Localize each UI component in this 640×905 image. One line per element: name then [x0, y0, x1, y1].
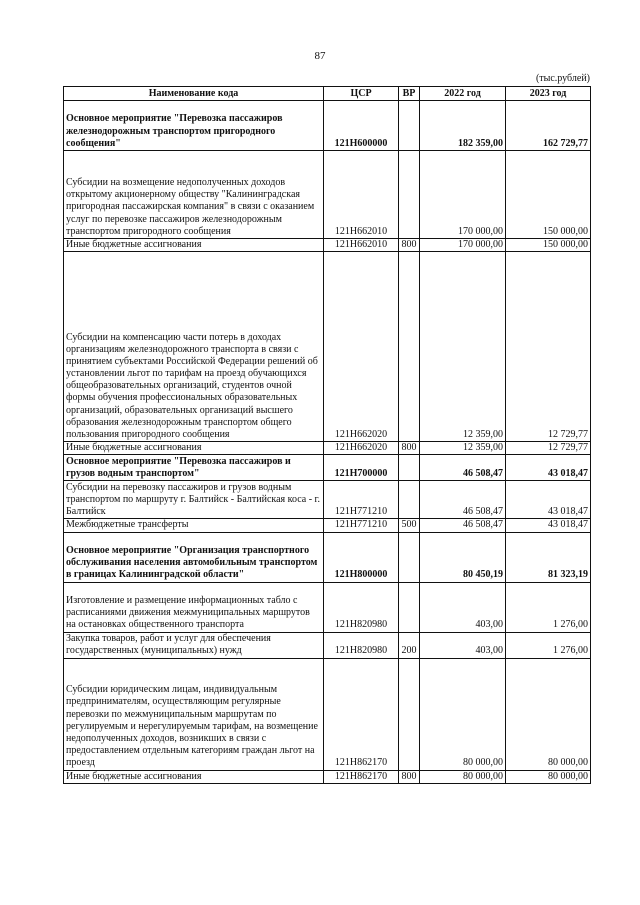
row-vr: 800: [399, 239, 420, 252]
row-2023: 1 276,00: [506, 582, 591, 632]
row-vr: 500: [399, 519, 420, 532]
row-name: Субсидии на возмещение недополученных доходов открытому акционерному обществу "Калининградская пригородная пассажирская компания" в связи с оказанием услуг по перевозке пассажиров железнодорожным транспортом пригородного сообщения: [64, 151, 324, 239]
row-2022: 46 508,47: [420, 519, 506, 532]
header-vr: ВР: [399, 87, 420, 101]
row-vr: [399, 532, 420, 582]
row-2022: 403,00: [420, 582, 506, 632]
table-row: [64, 151, 591, 239]
row-2022: 12 359,00: [420, 252, 506, 442]
row-2023: 12 729,77: [506, 252, 591, 442]
row-2023: 81 323,19: [506, 532, 591, 582]
row-vr: [399, 101, 420, 151]
table-row: [64, 239, 591, 252]
row-vr: [399, 455, 420, 481]
row-name: Иные бюджетные ассигнования: [64, 239, 324, 252]
header-2022: 2022 год: [420, 87, 506, 101]
row-csr: 121Н820980: [324, 632, 399, 658]
row-2022: 46 508,47: [420, 455, 506, 481]
row-2023: 150 000,00: [506, 239, 591, 252]
row-name: Изготовление и размещение информационных табло с расписаниями движения межмуниципальных маршрутов на остановках общественного транспорта: [64, 582, 324, 632]
row-name: Закупка товаров, работ и услуг для обеспечения государственных (муниципальных) нужд: [64, 632, 324, 658]
table-row: [64, 442, 591, 455]
row-name: Субсидии юридическим лицам, индивидуальным предпринимателям, осуществляющим регулярные перевозки по межмуниципальным маршрутам по регулируемым и нерегулируемым тарифам, на возмещение недополученных доходов, возникших в связи с предоставлением отдельным категориям граждан льгот на проезд: [64, 658, 324, 770]
row-name: Субсидии на компенсацию части потерь в доходах организациям железнодорожного транспорта в связи с принятием субъектами Российской Федерации решений об установлении льгот по тарифам на проезд обучающихся общеобразовательных организаций, студентов очной формы обучения профессиональных образовательных организаций, образовательных организаций высшего образования железнодорожным транспортом общего пользования пригородного сообщения: [64, 252, 324, 442]
row-2022: 80 450,19: [420, 532, 506, 582]
table-row: [64, 481, 591, 519]
row-2022: 46 508,47: [420, 481, 506, 519]
row-2023: 12 729,77: [506, 442, 591, 455]
budget-table: [63, 86, 591, 784]
row-2022: 12 359,00: [420, 442, 506, 455]
row-csr: 121Н820980: [324, 582, 399, 632]
table-row: [64, 101, 591, 151]
table-row: [64, 519, 591, 532]
row-2022: 170 000,00: [420, 239, 506, 252]
row-2022: 182 359,00: [420, 101, 506, 151]
row-csr: 121Н862170: [324, 658, 399, 770]
row-name: Основное мероприятие "Перевозка пассажиров и грузов водным транспортом": [64, 455, 324, 481]
header-2023: 2023 год: [506, 87, 591, 101]
table-row: [64, 770, 591, 783]
row-name: Иные бюджетные ассигнования: [64, 770, 324, 783]
table-header: [64, 87, 591, 101]
table-row: [64, 582, 591, 632]
row-2023: 162 729,77: [506, 101, 591, 151]
row-name: Субсидии на перевозку пассажиров и грузов водным транспортом по маршруту г. Балтийск - Балтийская коса - г. Балтийск: [64, 481, 324, 519]
units-label: (тыс.рублей): [535, 73, 590, 84]
row-2023: 43 018,47: [506, 519, 591, 532]
row-vr: [399, 481, 420, 519]
header-name: Наименование кода: [64, 87, 324, 101]
row-name: Основное мероприятие "Перевозка пассажиров железнодорожным транспортом пригородного сообщения": [64, 101, 324, 151]
row-csr: 121Н800000: [324, 532, 399, 582]
row-csr: 121Н700000: [324, 455, 399, 481]
row-vr: [399, 151, 420, 239]
table-row: [64, 658, 591, 770]
row-2022: 80 000,00: [420, 770, 506, 783]
table-row: [64, 455, 591, 481]
row-csr: 121Н771210: [324, 519, 399, 532]
row-csr: 121Н862170: [324, 770, 399, 783]
row-2022: 170 000,00: [420, 151, 506, 239]
row-2023: 80 000,00: [506, 770, 591, 783]
row-2022: 403,00: [420, 632, 506, 658]
row-vr: [399, 582, 420, 632]
row-2023: 150 000,00: [506, 151, 591, 239]
row-2023: 80 000,00: [506, 658, 591, 770]
row-vr: 200: [399, 632, 420, 658]
row-vr: 800: [399, 770, 420, 783]
row-name: Межбюджетные трансферты: [64, 519, 324, 532]
table-row: [64, 632, 591, 658]
row-name: Иные бюджетные ассигнования: [64, 442, 324, 455]
row-2022: 80 000,00: [420, 658, 506, 770]
row-csr: 121Н662020: [324, 442, 399, 455]
row-2023: 1 276,00: [506, 632, 591, 658]
row-csr: 121Н662010: [324, 151, 399, 239]
row-csr: 121Н600000: [324, 101, 399, 151]
row-name: Основное мероприятие "Организация транспортного обслуживания населения автомобильным транспортом в границах Калининградской области": [64, 532, 324, 582]
row-csr: 121Н662010: [324, 239, 399, 252]
page-number: 87: [314, 50, 326, 62]
row-vr: [399, 658, 420, 770]
header-csr: ЦСР: [324, 87, 399, 101]
row-vr: 800: [399, 442, 420, 455]
row-2023: 43 018,47: [506, 481, 591, 519]
table-body: [64, 101, 591, 784]
table-row: [64, 532, 591, 582]
table-row: [64, 252, 591, 442]
row-vr: [399, 252, 420, 442]
row-csr: 121Н771210: [324, 481, 399, 519]
row-csr: 121Н662020: [324, 252, 399, 442]
row-2023: 43 018,47: [506, 455, 591, 481]
